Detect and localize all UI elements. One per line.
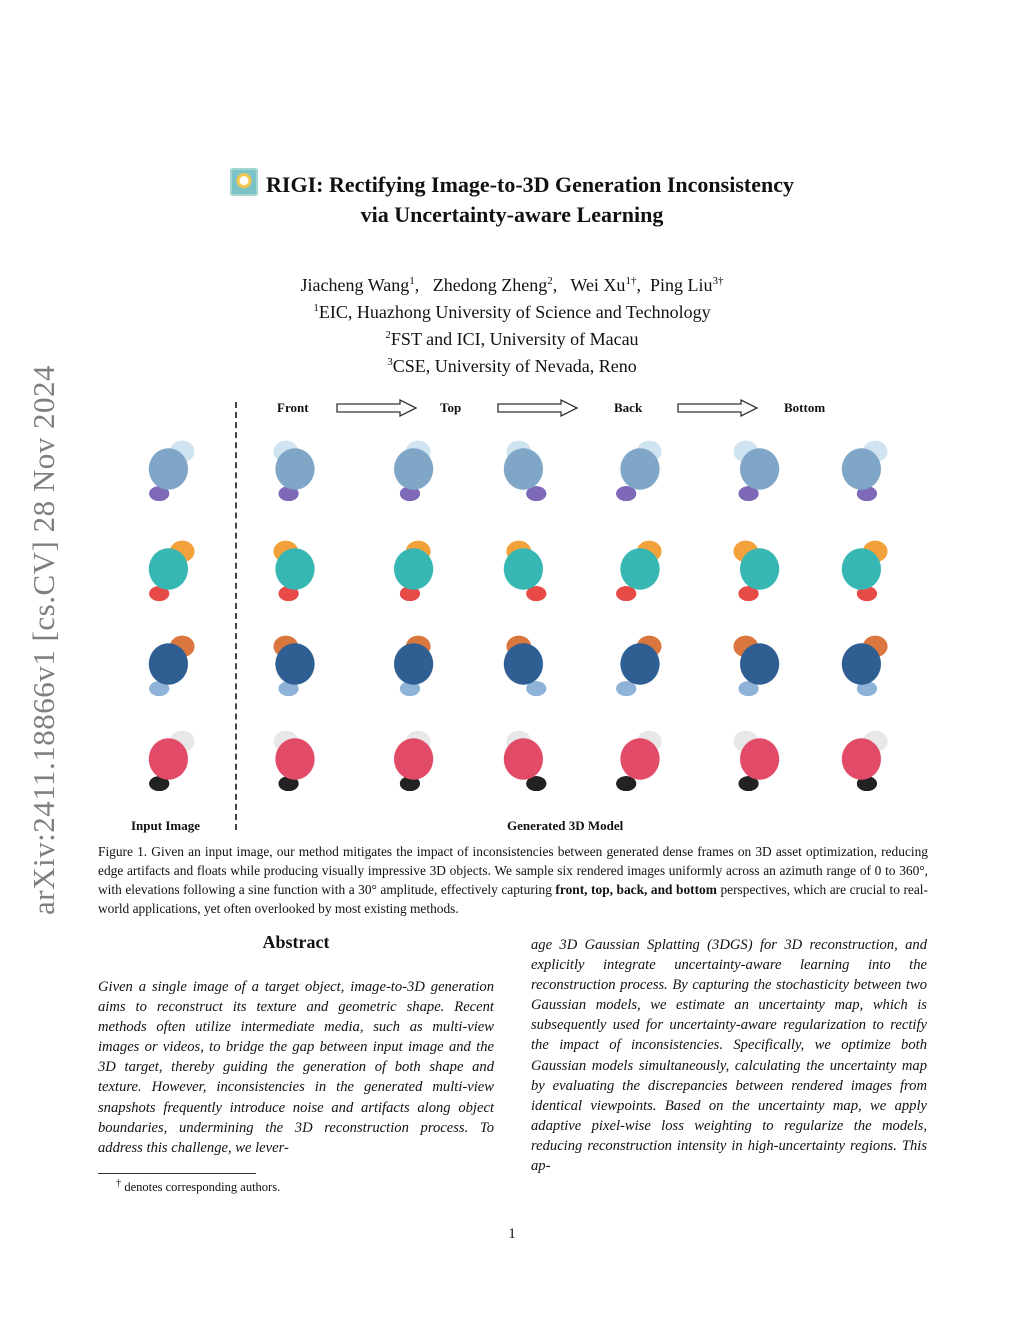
- arrow-right-icon: [497, 399, 579, 417]
- input-image-inline-skate: [127, 715, 219, 803]
- render-view-bird: [249, 620, 341, 708]
- title-line-1: RIGI: Rectifying Image-to-3D Generation Inconsistency: [266, 172, 794, 197]
- caption-bold: front, top, back, and bottom: [555, 882, 717, 897]
- render-view-panda-in-car: [820, 525, 912, 613]
- render-view-hooded-doll: [363, 425, 455, 513]
- figure-caption: [98, 842, 928, 918]
- page-number: 1: [508, 1226, 516, 1242]
- render-view-inline-skate: [594, 715, 686, 803]
- render-view-bird: [820, 620, 912, 708]
- abstract-left-column: Given a single image of a target object, image-to-3D generation aims to reconstruct its texture and geometric shape. Recent methods often utilize intermediate media, such as multi-view images or videos, to bridge the gap between input image and the 3D target, thereby guiding the generation of both shape and texture. However, inconsistencies in the generated multi-view snapshots frequently introduce noise and artifacts along object boundaries, undermining the 3D reconstruction process. To address this challenge, we lever-: [98, 979, 494, 1156]
- author-mark: 1: [409, 275, 415, 287]
- author-name: Ping Liu: [649, 275, 713, 295]
- view-label-back: Back: [614, 400, 643, 415]
- arrow-right-icon: [677, 399, 759, 417]
- view-label-top: Top: [440, 400, 462, 415]
- caption-end: perspectives, which are crucial to real-world applications, yet often overlooked by most existing methods.: [98, 882, 928, 916]
- render-view-hooded-doll: [482, 425, 574, 513]
- render-view-bird: [709, 620, 801, 708]
- author-name: Jiacheng Wang: [300, 275, 410, 295]
- render-view-inline-skate: [820, 715, 912, 803]
- caption-prefix: Figure 1.: [98, 844, 148, 859]
- render-view-inline-skate: [709, 715, 801, 803]
- input-image-bird: [127, 620, 219, 708]
- abstract-heading: Abstract: [262, 932, 330, 952]
- abstract-right-column: age 3D Gaussian Splatting (3DGS) for 3D reconstruction, and explicitly integrate uncertainty-aware learning into the reconstruction process. By capturing the stochasticity between two Gaussian models, we estimate an uncertainty map, which is subsequently used for uncertainty-aware regularization to rectify the impact of inconsistencies. Specifically, we optimize both Gaussian models simultaneously, calculating the uncertainty map by evaluating the discrepancies between rendered images from identical viewpoints. Based on the uncertainty map, we apply adaptive pixel-wise loss weighting to regularize the models, reducing reconstruction intensity in high-uncertainty regions. This ap-: [531, 937, 927, 1175]
- author-name: Zhedong Zheng: [432, 275, 548, 295]
- render-view-bird: [363, 620, 455, 708]
- project-logo-icon: [230, 168, 258, 196]
- render-view-inline-skate: [363, 715, 455, 803]
- author-mark: 3†: [712, 275, 724, 287]
- figure-divider: [235, 402, 237, 830]
- render-view-panda-in-car: [594, 525, 686, 613]
- render-view-panda-in-car: [709, 525, 801, 613]
- author-name: Wei Xu: [570, 275, 626, 295]
- render-view-panda-in-car: [363, 525, 455, 613]
- affiliation: $^2$FST and ICI, University of Macau: [385, 329, 639, 349]
- render-view-inline-skate: [249, 715, 341, 803]
- render-view-panda-in-car: [249, 525, 341, 613]
- render-view-bird: [482, 620, 574, 708]
- render-view-panda-in-car: [482, 525, 574, 613]
- input-image-panda-in-car: [127, 525, 219, 613]
- render-view-hooded-doll: [709, 425, 801, 513]
- author-block: [0, 270, 1024, 378]
- author-list: Jiacheng Wang$^1$, Zhedong Zheng$^2$, Wei $Xu^{1\dagger}$, Ping Liu$^{3\dagger}$: [300, 275, 724, 295]
- paper-title: [0, 168, 1024, 230]
- author-mark: 1†: [625, 275, 637, 287]
- input-image-hooded-doll: [127, 425, 219, 513]
- title-line-2: via Uncertainty-aware Learning: [360, 202, 664, 227]
- caption-text: Given an input image, our method mitigates the impact of inconsistencies between generated dense frames on 3D asset optimization, reducing edge artifacts and floats while producing visually impressive 3D objects. We sample six rendered images uniformly across an azimuth range of 0 to 360°, with elevations following a sine function with a 30° amplitude, effectively capturing: [98, 844, 928, 897]
- generated-model-label: Generated 3D Model: [507, 818, 624, 833]
- render-view-hooded-doll: [249, 425, 341, 513]
- affiliation: $^3$CSE, University of Nevada, Reno: [387, 356, 637, 376]
- render-view-hooded-doll: [594, 425, 686, 513]
- arxiv-stamp: arXiv:2411.18866v1 [cs.CV] 28 Nov 2024: [26, 365, 61, 915]
- footnote: † denotes corresponding authors.: [116, 1178, 281, 1195]
- view-label-front: Front: [277, 400, 309, 415]
- render-view-bird: [594, 620, 686, 708]
- affiliation: $^1$EIC, Huazhong University of Science and Technology: [313, 302, 711, 322]
- render-view-hooded-doll: [820, 425, 912, 513]
- input-image-label: Input Image: [131, 818, 200, 833]
- arrow-right-icon: [336, 399, 418, 417]
- footnote-rule: [98, 1173, 256, 1174]
- author-mark: 2: [547, 275, 553, 287]
- view-label-bottom: Bottom: [784, 400, 826, 415]
- render-view-inline-skate: [482, 715, 574, 803]
